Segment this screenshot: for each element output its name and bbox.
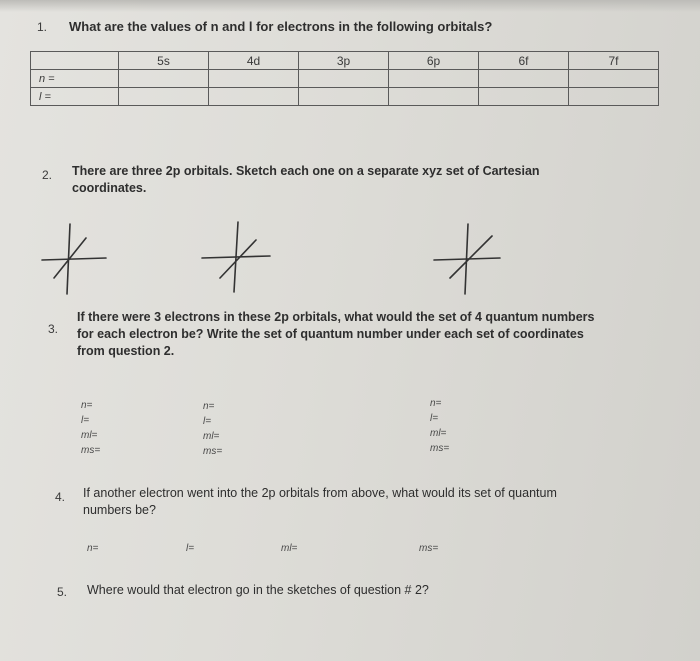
q4-question	[83, 485, 557, 519]
ml-field[interactable]: ml=	[81, 430, 98, 441]
orbital-header-5s: 5s	[119, 52, 209, 70]
table-row-l	[31, 88, 659, 106]
ml-field[interactable]: ml=	[203, 431, 220, 442]
answer-cell[interactable]	[389, 70, 479, 88]
q4-line-2: numbers be?	[83, 503, 156, 517]
q4-ml-field[interactable]: ml=	[281, 543, 298, 554]
l-field[interactable]: l=	[430, 413, 439, 424]
orbital-header-6f: 6f	[479, 52, 569, 70]
orbital-table	[30, 51, 659, 106]
axes-sketch-1	[40, 220, 110, 300]
row-label-n: n =	[31, 70, 119, 88]
orbital-header-7f: 7f	[569, 52, 659, 70]
answer-cell[interactable]	[119, 88, 209, 106]
table-corner-cell	[31, 52, 119, 70]
top-shadow	[0, 0, 700, 12]
quantum-set-2	[203, 399, 222, 459]
answer-cell[interactable]	[389, 88, 479, 106]
answer-cell[interactable]	[209, 88, 299, 106]
q5-number: 5.	[57, 585, 68, 599]
answer-cell[interactable]	[299, 88, 389, 106]
q2-question	[72, 163, 540, 197]
y-axis-line	[42, 258, 106, 260]
answer-cell[interactable]	[119, 70, 209, 88]
q1-number: 1.	[37, 20, 48, 34]
q4-ms-field[interactable]: ms=	[419, 543, 439, 554]
table-row-n	[31, 70, 659, 88]
quantum-set-3	[430, 396, 449, 456]
answer-cell[interactable]	[479, 88, 569, 106]
y-axis-line	[202, 256, 270, 258]
q2-number: 2.	[42, 168, 53, 182]
q2-line-2: coordinates.	[72, 181, 147, 195]
answer-cell[interactable]	[569, 88, 659, 106]
ms-field[interactable]: ms=	[81, 445, 101, 456]
n-field[interactable]: n=	[430, 398, 442, 409]
q4-l-field[interactable]: l=	[186, 543, 195, 554]
axes-sketch-3	[432, 220, 502, 300]
ml-field[interactable]: ml=	[430, 428, 447, 439]
answer-cell[interactable]	[569, 70, 659, 88]
axes-sketch-2	[200, 218, 272, 296]
q4-number: 4.	[55, 490, 66, 504]
q1-question: What are the values of n and l for electrons in the following orbitals?	[69, 19, 493, 34]
x-axis-line	[450, 236, 492, 278]
y-axis-line	[434, 258, 500, 260]
q3-question	[77, 309, 594, 360]
answer-cell[interactable]	[209, 70, 299, 88]
q3-number: 3.	[48, 322, 59, 336]
orbital-header-6p: 6p	[389, 52, 479, 70]
ms-field[interactable]: ms=	[430, 443, 450, 454]
n-field[interactable]: n=	[203, 401, 215, 412]
table-header-row	[31, 52, 659, 70]
answer-cell[interactable]	[299, 70, 389, 88]
orbital-header-4d: 4d	[209, 52, 299, 70]
q4-n-field[interactable]: n=	[87, 543, 99, 554]
x-axis-line	[220, 240, 256, 278]
q3-line-3: from question 2.	[77, 344, 175, 358]
n-field[interactable]: n=	[81, 400, 93, 411]
q3-line-1: If there were 3 electrons in these 2p orbitals, what would the set of 4 quantum numbers	[77, 310, 595, 324]
ms-field[interactable]: ms=	[203, 446, 223, 457]
row-label-l: l =	[31, 88, 119, 106]
quantum-set-1	[81, 398, 100, 458]
q5-question: Where would that electron go in the sketches of question # 2?	[87, 583, 429, 597]
answer-cell[interactable]	[479, 70, 569, 88]
q4-line-1: If another electron went into the 2p orbitals from above, what would its set of quantum	[83, 486, 557, 500]
l-field[interactable]: l=	[203, 416, 212, 427]
l-field[interactable]: l=	[81, 415, 90, 426]
q3-line-2: for each electron be? Write the set of quantum number under each set of coordinates	[77, 327, 584, 341]
q2-line-1: There are three 2p orbitals. Sketch each one on a separate xyz set of Cartesian	[72, 164, 540, 178]
orbital-header-3p: 3p	[299, 52, 389, 70]
